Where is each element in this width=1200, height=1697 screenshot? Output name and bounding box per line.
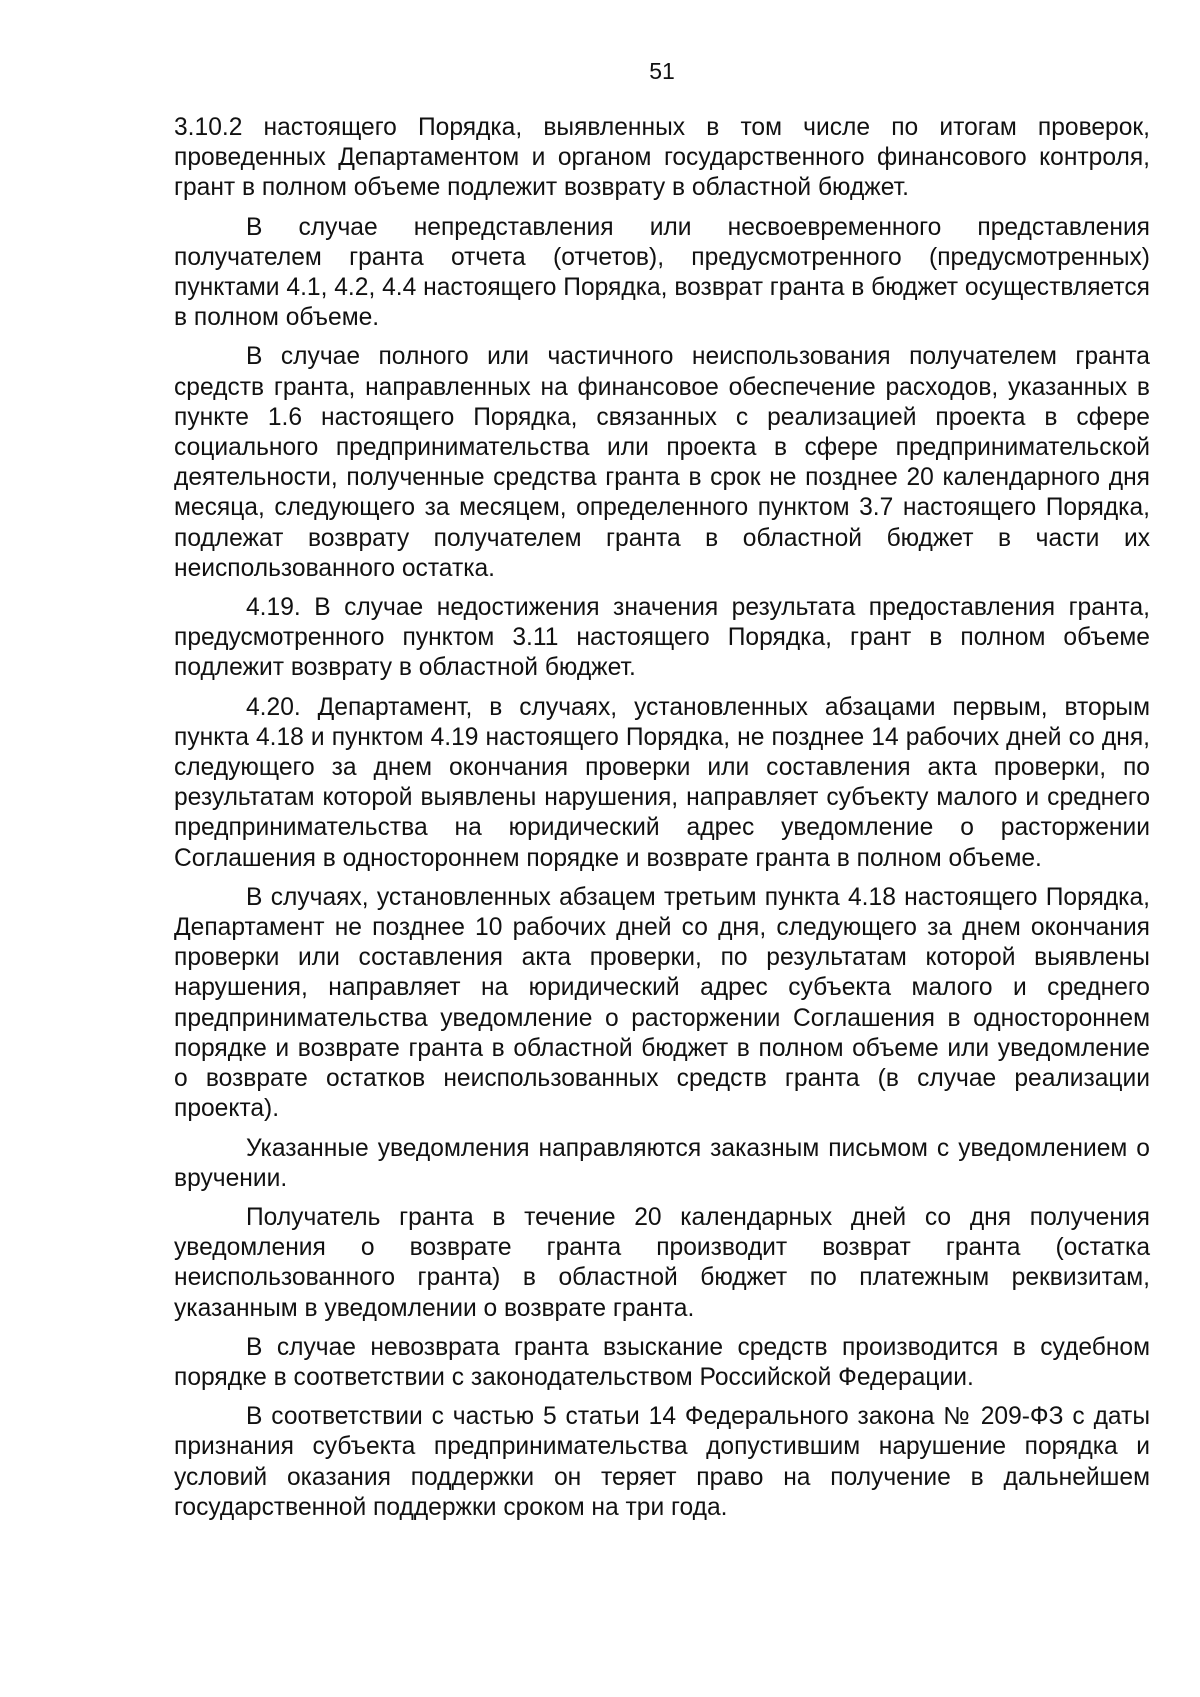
paragraph-federal-law: В соответствии с частью 5 статьи 14 Федерального закона № 209-ФЗ с даты признания субъекта предпринимательства допустившим нарушение порядка и условий оказания поддержки он теряет право на получение в дальнейшем государственной поддержки сроком на три года. (174, 1403, 1150, 1521)
paragraph-4-20: 4.20. Департамент, в случаях, установленных абзацами первым, вторым пункта 4.18 и пунктом 4.19 настоящего Порядка, не позднее 14 рабочих дней со дня, следующего за днем окончания проверки или составления акта проверки, по результатам которой выявлены нарушения, направляет субъекту малого и среднего предпринимательства на юридический адрес уведомление о расторжении Соглашения в одностороннем порядке и возврате гранта в полном объеме. (174, 693, 1150, 872)
paragraph-cases-third: В случаях, установленных абзацем третьим пункта 4.18 настоящего Порядка, Департамент не позднее 10 рабочих дней со дня, следующего за днем окончания проверки или составления акта проверки, по результатам которой выявлены нарушения, направляет на юридический адрес субъекта малого и среднего предпринимательства уведомление о расторжении Соглашения в одностороннем порядке и возврате гранта в областной бюджет в полном объеме или уведомление о возврате остатков неиспользованных средств гранта (в случае реализации проекта). (174, 883, 1150, 1123)
paragraph-notifications: Указанные уведомления направляются заказным письмом с уведомлением о вручении. (174, 1134, 1150, 1192)
page-number: 51 (649, 58, 675, 84)
paragraph-4-19: 4.19. В случае недостижения значения результата предоставления гранта, предусмотренного пунктом 3.11 настоящего Порядка, грант в полном объеме подлежит возврату в областной бюджет. (174, 594, 1150, 682)
paragraph-continuation: 3.10.2 настоящего Порядка, выявленных в том числе по итогам проверок, проведенных Департаментом и органом государственного финансового контроля, грант в полном объеме подлежит возврату в областной бюджет. (174, 114, 1150, 202)
paragraph-recipient-return: Получатель гранта в течение 20 календарных дней со дня получения уведомления о возврате гранта производит возврат гранта (остатка неиспользованного гранта) в областной бюджет по платежным реквизитам, указанным в уведомлении о возврате гранта. (174, 1203, 1150, 1322)
paragraph-court-recovery: В случае невозврата гранта взыскание средств производится в судебном порядке в соответствии с законодательством Российской Федерации. (174, 1333, 1150, 1391)
paragraph-unused-funds: В случае полного или частичного неиспользования получателем гранта средств гранта, направленных на финансовое обеспечение расходов, указанных в пункте 1.6 настоящего Порядка, связанных с реализацией проекта в сфере социального предпринимательства или проекта в сфере предпринимательской деятельности, полученные средства гранта в срок не позднее 20 календарного дня месяца, следующего за месяцем, определенного пунктом 3.7 настоящего Порядка, подлежат возврату получателем гранта в областной бюджет в части их неиспользованного остатка. (174, 343, 1150, 582)
document-body (174, 113, 1150, 1532)
paragraph-report-nonsubmission: В случае непредставления или несвоевременного представления получателем гранта отчета (отчетов), предусмотренного (предусмотренных) пунктами 4.1, 4.2, 4.4 настоящего Порядка, возврат гранта в бюджет осуществляется в полном объеме. (174, 213, 1150, 332)
